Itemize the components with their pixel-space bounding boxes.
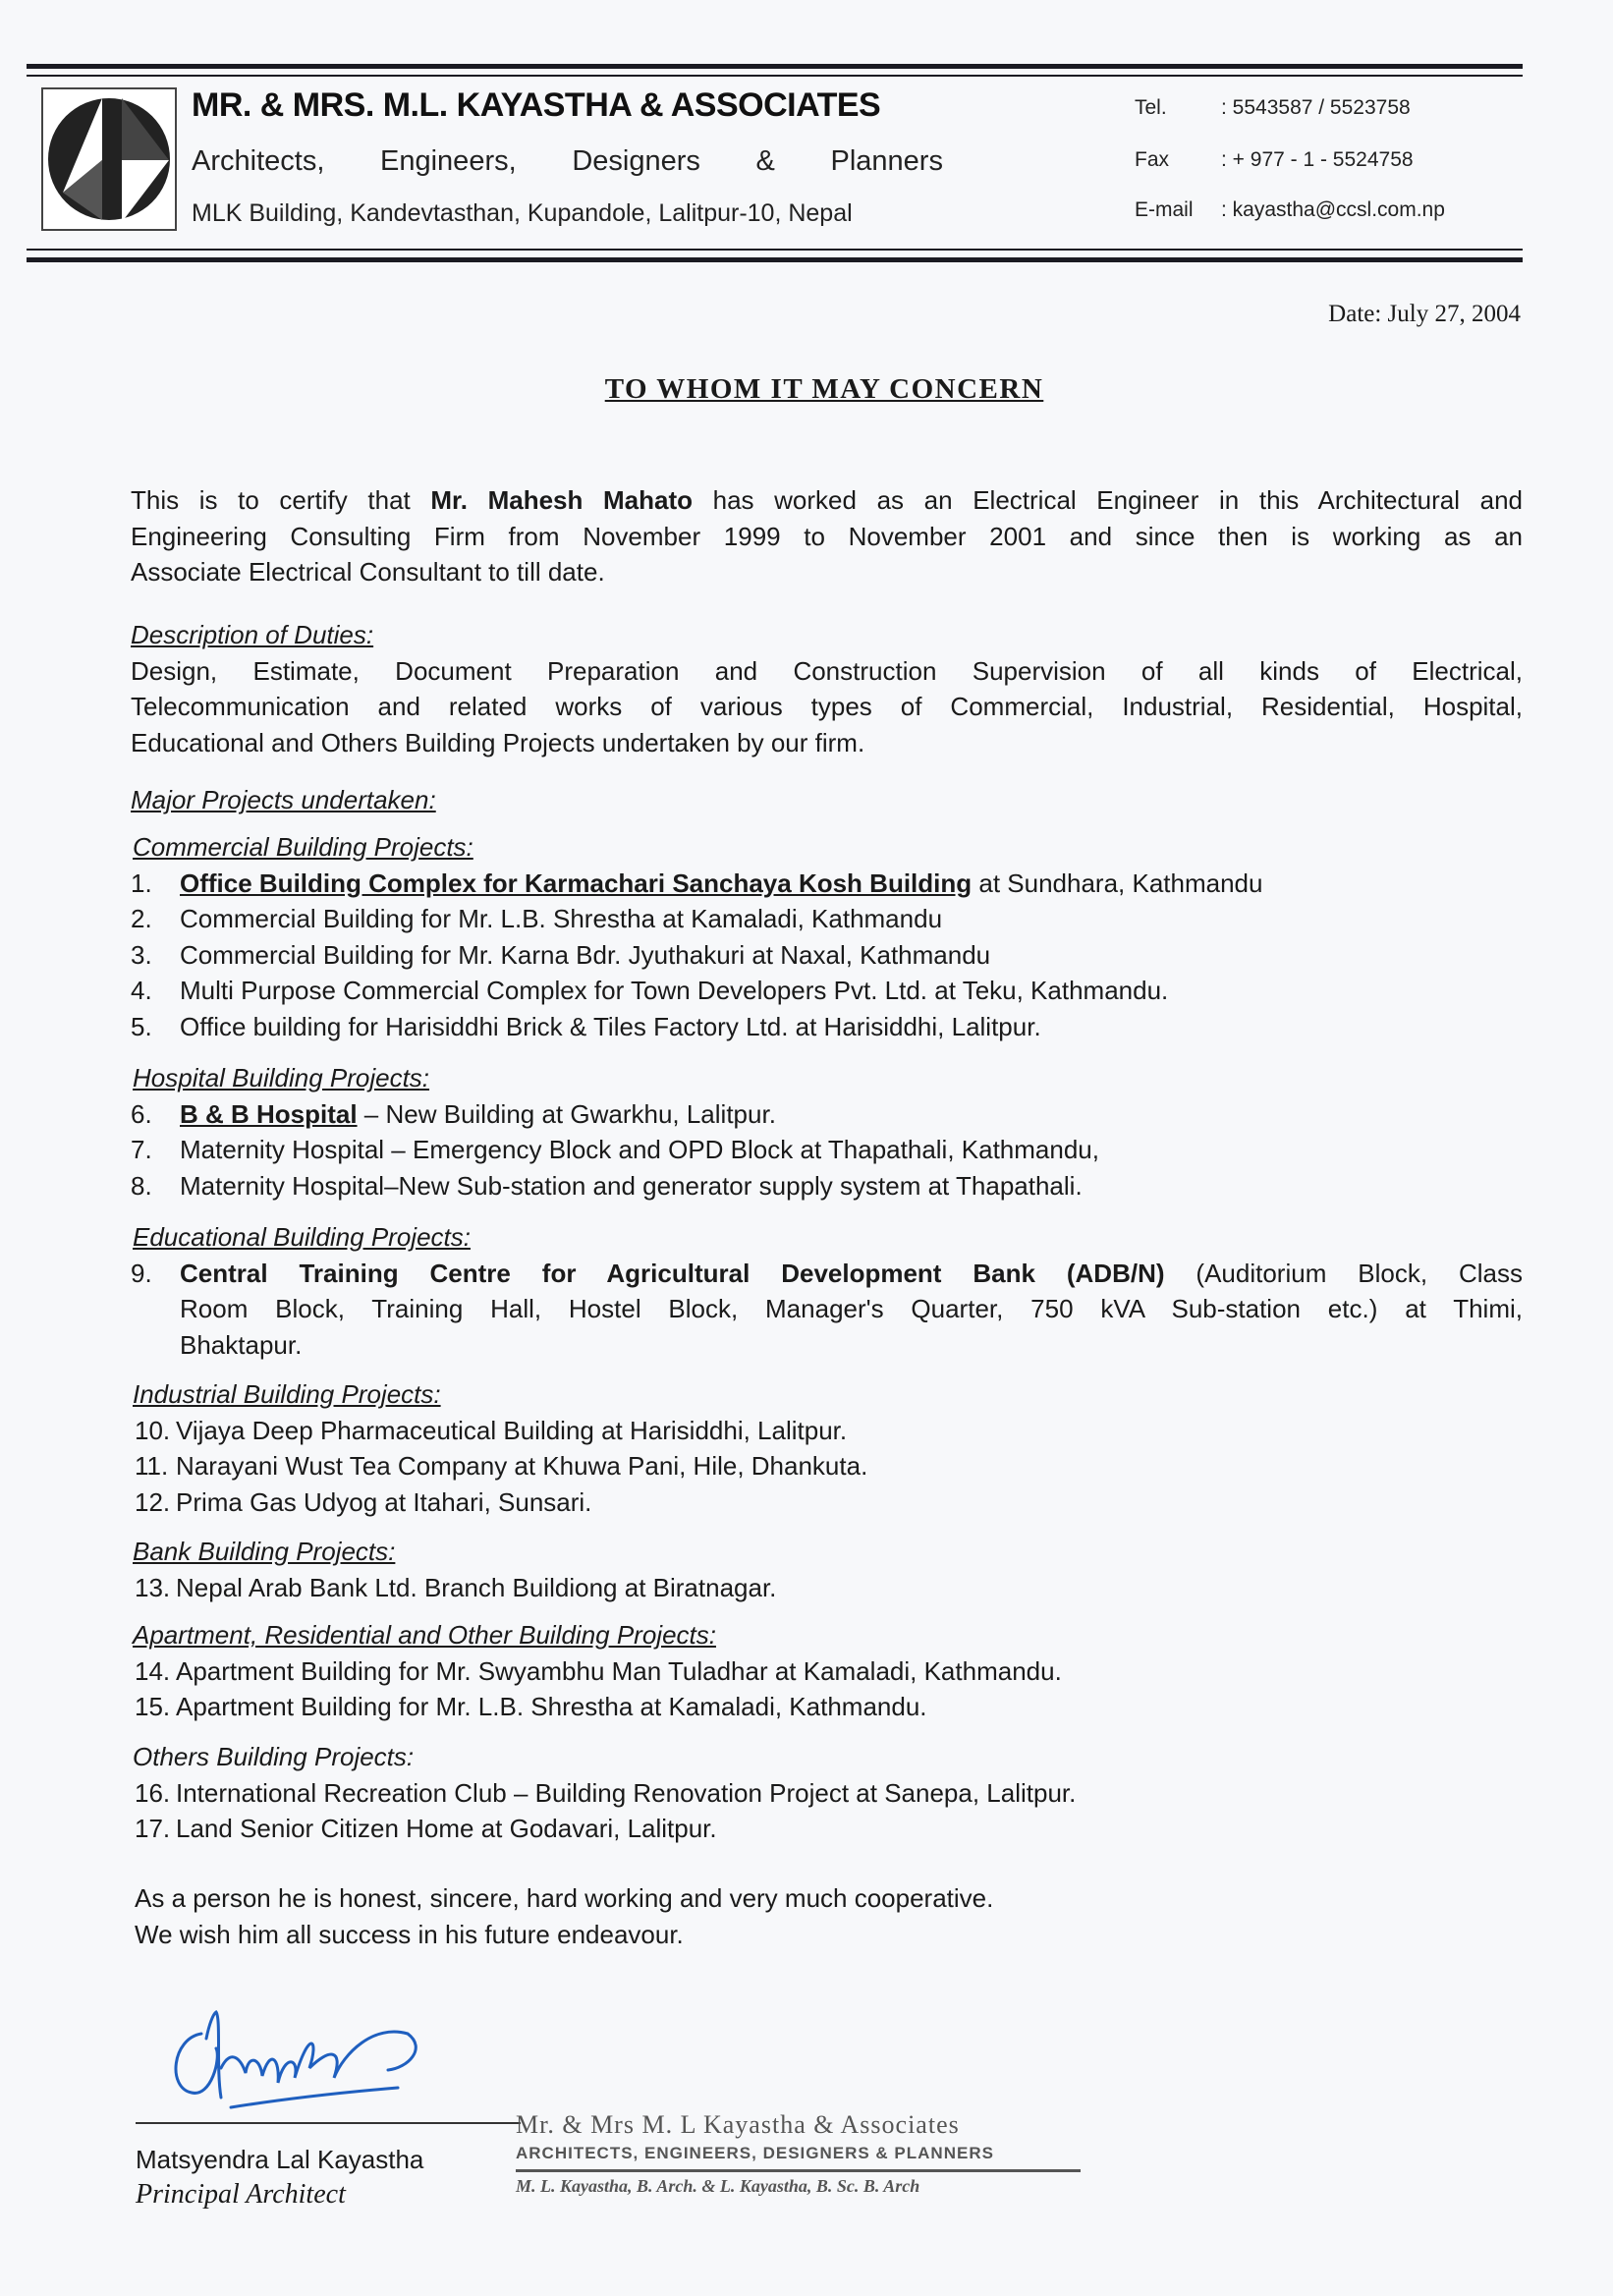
text-run: – New Building at Gwarkhu, Lalitpur. [357, 1098, 776, 1129]
duties-line: Educational and Others Building Projects undertaken by our firm. [131, 727, 865, 757]
section-heading: Industrial Building Projects: [133, 1379, 441, 1409]
project-item-text [180, 1293, 1523, 1324]
project-item-text [176, 1415, 847, 1446]
text-run: Bhaktapur. [180, 1329, 303, 1360]
project-item-text [176, 1486, 591, 1518]
duties-heading: Description of Duties: [131, 620, 374, 649]
project-item-text [180, 1170, 1083, 1202]
project-number: 6. [131, 1098, 152, 1129]
project-number: 8. [131, 1170, 152, 1201]
project-item-text [180, 1258, 1523, 1289]
project-number: 14. [135, 1655, 171, 1686]
text-run: Commercial Building for Mr. Karna Bdr. Jyuthakuri at Naxal, Kathmandu [180, 939, 991, 970]
text-run: Maternity Hospital – Emergency Block and OPD Block at Thapathali, Kathmandu, [180, 1135, 1099, 1164]
project-item-text [180, 1329, 302, 1361]
text-run: has worked as an Electrical Engineer in this Architectural and [693, 485, 1523, 515]
signatory-name: Matsyendra Lal Kayastha [136, 2145, 424, 2174]
text-run: Associate Electrical Consultant to till date. [131, 557, 605, 587]
text-run: Land Senior Citizen Home at Godavari, Lalitpur. [176, 1814, 717, 1843]
signatory-title: Principal Architect [136, 2179, 346, 2210]
section-heading: Bank Building Projects: [133, 1537, 396, 1566]
company-stamp [516, 2110, 1081, 2197]
project-item-text [176, 1813, 717, 1844]
text-run: Prima Gas Udyog at Itahari, Sunsari. [176, 1486, 592, 1517]
top-rule-thick [27, 64, 1523, 69]
text-run: Apartment Building for Mr. L.B. Shrestha at Kamaladi, Kathmandu. [176, 1692, 927, 1721]
stamp-line-3: M. L. Kayastha, B. Arch. & L. Kayastha, B. Sc. B. Arch [516, 2169, 1081, 2197]
top-rule-thin [27, 75, 1523, 77]
project-number: 9. [131, 1258, 152, 1288]
duties-line: Telecommunication and related works of various types of Commercial, Industrial, Residential, Hospital, [131, 692, 1523, 721]
firm-name: MR. & MRS. M.L. KAYASTHA & ASSOCIATES [192, 86, 881, 124]
project-number: 5. [131, 1011, 152, 1041]
project-number: 3. [131, 939, 152, 970]
project-number: 12. [135, 1486, 171, 1517]
text-run: Vijaya Deep Pharmaceutical Building at Harisiddhi, Lalitpur. [176, 1415, 848, 1445]
project-item-text [180, 1134, 1099, 1165]
project-number: 1. [131, 868, 152, 898]
signature-line [136, 2122, 521, 2124]
intro-line [131, 484, 1523, 516]
text-run: Engineering Consulting Firm from November 1999 to November 2001 and since then is working as an [131, 521, 1523, 551]
letter-date: Date: July 27, 2004 [1328, 301, 1521, 327]
text-run: B & B Hospital [180, 1098, 358, 1129]
text-run: This is to certify that [131, 485, 431, 515]
email-value: : kayastha@ccsl.com.np [1221, 198, 1445, 221]
text-run: Narayani Wust Tea Company at Khuwa Pani, Hile, Dhankuta. [176, 1451, 868, 1481]
text-run: Mr. Mahesh Mahato [430, 485, 693, 515]
project-number: 13. [135, 1572, 171, 1602]
handwritten-signature [162, 2009, 427, 2117]
bottom-rule-thick [27, 257, 1523, 262]
text-run: Nepal Arab Bank Ltd. Branch Buildiong at Biratnagar. [176, 1572, 777, 1602]
project-item-text [180, 939, 990, 971]
project-number: 17. [135, 1814, 171, 1843]
intro-line [131, 556, 605, 588]
project-number: 4. [131, 976, 152, 1005]
project-number: 2. [131, 904, 152, 933]
bottom-rule-thin [27, 249, 1523, 251]
text-run: Maternity Hospital–New Sub-station and generator supply system at Thapathali. [180, 1170, 1083, 1201]
tel-label: Tel. [1135, 96, 1167, 119]
text-run: Apartment Building for Mr. Swyambhu Man Tuladhar at Kamaladi, Kathmandu. [176, 1655, 1062, 1686]
subtitle-word: Designers [572, 145, 700, 177]
section-heading: Apartment, Residential and Other Building Projects: [133, 1620, 716, 1650]
tel-value: : 5543587 / 5523758 [1221, 96, 1411, 119]
project-number: 16. [135, 1777, 171, 1808]
project-item-text [180, 868, 1262, 899]
project-item-text [176, 1572, 776, 1603]
project-item-text [180, 903, 942, 934]
text-run: International Recreation Club – Building Renovation Project at Sanepa, Lalitpur. [176, 1777, 1077, 1808]
subtitle-word: Architects, [192, 145, 325, 177]
text-run: Commercial Building for Mr. L.B. Shrestha at Kamaladi, Kathmandu [180, 904, 943, 933]
project-number: 10. [135, 1415, 171, 1445]
section-heading: Others Building Projects: [133, 1742, 415, 1771]
fax-label: Fax [1135, 148, 1170, 171]
stamp-line-1: Mr. & Mrs M. L Kayastha & Associates [516, 2110, 960, 2139]
fax-value: : + 977 - 1 - 5524758 [1221, 148, 1414, 171]
project-item-text [176, 1450, 867, 1482]
section-heading: Commercial Building Projects: [133, 832, 473, 862]
subtitle-word: & [755, 145, 775, 177]
project-item-text [180, 1098, 776, 1130]
project-item-text [176, 1777, 1076, 1809]
project-item-text [180, 975, 1168, 1006]
text-run: Central Training Centre for Agricultural Development Bank (ADB/N) [180, 1258, 1165, 1288]
major-projects-heading: Major Projects undertaken: [131, 785, 436, 814]
text-run: Multi Purpose Commercial Complex for Town Developers Pvt. Ltd. at Teku, Kathmandu. [180, 976, 1169, 1005]
text-run: Office Building Complex for Karmachari Sanchaya Kosh Building [180, 868, 973, 898]
duties-line: Design, Estimate, Document Preparation and Construction Supervision of all kinds of Electrical, [131, 655, 1523, 686]
stamp-line-2: ARCHITECTS, ENGINEERS, DESIGNERS & PLANNERS [516, 2144, 994, 2162]
project-item-text [180, 1011, 1041, 1042]
subtitle-word: Planners [830, 145, 943, 177]
section-heading: Educational Building Projects: [133, 1222, 471, 1252]
subtitle-word: Engineers, [380, 145, 517, 177]
letter-title: TO WHOM IT MAY CONCERN [604, 373, 1044, 405]
project-number: 11. [135, 1451, 169, 1481]
text-run: Room Block, Training Hall, Hostel Block, Manager's Quarter, 750 kVA Sub-station etc.) at Thimi, [180, 1294, 1523, 1323]
closing-line: As a person he is honest, sincere, hard working and very much cooperative. [135, 1883, 994, 1913]
project-item-text [176, 1691, 927, 1722]
email-label: E-mail [1135, 198, 1194, 221]
firm-logo [41, 87, 177, 231]
text-run: Office building for Harisiddhi Brick & Tiles Factory Ltd. at Harisiddhi, Lalitpur. [180, 1011, 1041, 1041]
section-heading: Hospital Building Projects: [133, 1063, 430, 1092]
project-number: 15. [135, 1692, 171, 1721]
firm-address: MLK Building, Kandevtasthan, Kupandole, Lalitpur-10, Nepal [192, 199, 853, 227]
project-item-text [176, 1655, 1062, 1687]
firm-subtitle [192, 145, 943, 178]
text-run: (Auditorium Block, Class [1164, 1258, 1523, 1288]
text-run: at Sundhara, Kathmandu [972, 868, 1263, 898]
intro-line [131, 521, 1523, 552]
closing-line: We wish him all success in his future endeavour. [135, 1919, 684, 1949]
project-number: 7. [131, 1135, 152, 1164]
